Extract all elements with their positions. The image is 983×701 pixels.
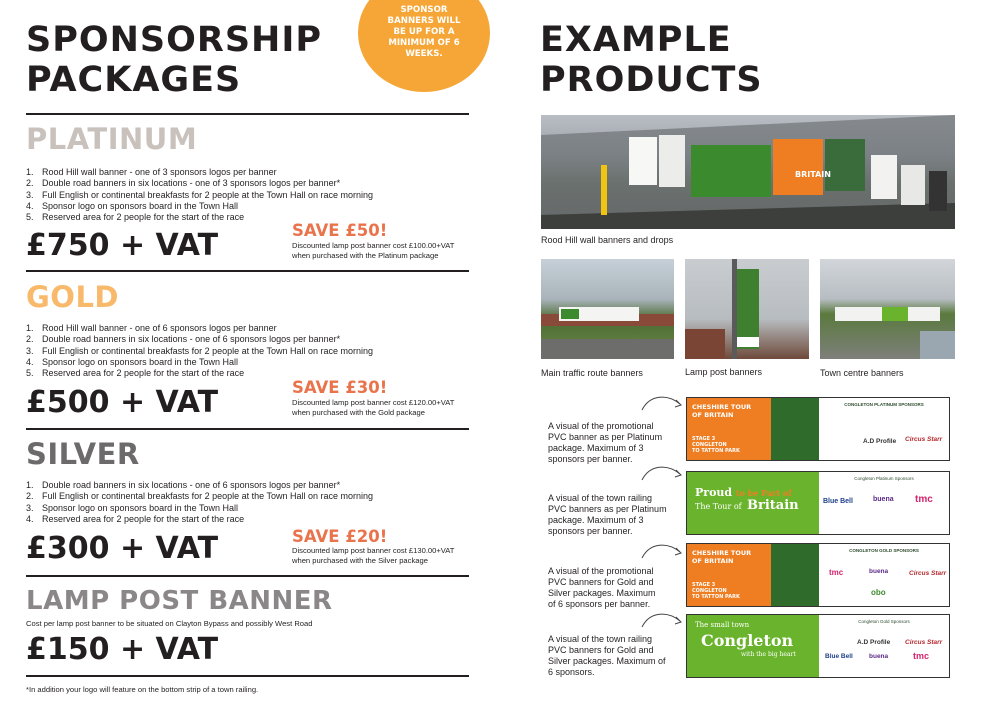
rood-hill-wall-photo xyxy=(541,115,955,229)
platinum-heading: PLATINUM xyxy=(26,122,198,156)
lamp-post-note: Cost per lamp post banner to be situated on Clayton Bypass and possibly West Road xyxy=(26,619,313,628)
silver-items xyxy=(26,480,466,525)
visual-2-description: A visual of the town railing PVC banners as per Platinum package. Maximum of 3 sponsors per banner. xyxy=(548,493,667,536)
lamp-post-banner-image xyxy=(685,259,809,359)
lamp-post-price: £150 + VAT xyxy=(26,632,219,667)
list-item: 1. Double road banners in six locations - one of 6 sponsors logos per banner* xyxy=(26,480,341,490)
footnote: *In addition your logo will feature on the bottom strip of a town railing. xyxy=(26,685,259,694)
page-title-line1: SPONSORSHIP xyxy=(26,20,322,60)
list-item: 1. Rood Hill wall banner - one of 6 sponsors logos per banner xyxy=(26,323,277,333)
caption-traffic: Main traffic route banners xyxy=(541,368,643,378)
list-item: 5. Reserved area for 2 people for the start of the race xyxy=(26,368,245,379)
list-item: 5. Reserved area for 2 people for the start of the race xyxy=(26,212,245,223)
gold-save: SAVE £30! xyxy=(292,378,388,397)
divider xyxy=(26,575,469,577)
lamp-post-photo xyxy=(685,259,809,359)
list-item: 4. Sponsor logo on sponsors board in the Town Hall xyxy=(26,200,238,211)
products-title-line2: PRODUCTS xyxy=(540,60,763,100)
platinum-items xyxy=(26,167,466,223)
curved-arrow-icon xyxy=(640,540,684,562)
silver-save-note: Discounted lamp post banner cost £130.00+VAT when purchased with the Silver package xyxy=(292,546,455,565)
list-item: 2. Double road banners in six locations - one of 6 sponsors logos per banner* xyxy=(26,334,341,345)
silver-save: SAVE £20! xyxy=(292,527,388,546)
list-item: 2. Full English or continental breakfasts for 2 people at the Town Hall on race morning xyxy=(26,491,374,502)
divider xyxy=(26,270,469,272)
banner-green-panel: Proud to be Part of The Tour of Britain xyxy=(687,472,819,534)
divider xyxy=(26,428,469,430)
caption-rood-hill: Rood Hill wall banners and drops xyxy=(541,235,674,245)
main-traffic-photo xyxy=(541,259,674,359)
gold-items xyxy=(26,323,466,379)
curved-arrow-icon xyxy=(640,462,684,484)
town-centre-banner-image xyxy=(820,259,955,359)
visual-3-description: A visual of the promotional PVC banners for Gold and Silver packages. Maximum of 6 sponsors per banner. xyxy=(548,566,656,609)
page-title-line2: PACKAGES xyxy=(26,60,242,100)
banner-orange-panel: CHESHIRE TOUR OF BRITAIN STAGE 3 CONGLETON TO TATTON PARK xyxy=(687,544,819,606)
list-item: 3. Sponsor logo on sponsors board in the Town Hall xyxy=(26,502,238,513)
wall-banners-image xyxy=(541,115,955,229)
gold-promo-banner xyxy=(686,543,950,607)
banner-green-panel: The small town Congleton with the big heart xyxy=(687,615,819,677)
list-item: 3. Full English or continental breakfasts for 2 people at the Town Hall on race morning xyxy=(26,345,374,356)
divider xyxy=(26,113,469,115)
circle-text: SPONSOR BANNERS WILL BE UP FOR A MINIMUM OF 6 WEEKS. xyxy=(387,5,461,59)
platinum-price: £750 + VAT xyxy=(26,228,219,263)
list-item: 4. Sponsor logo on sponsors board in the Town Hall xyxy=(26,356,238,367)
gold-save-note: Discounted lamp post banner cost £120.00+VAT when purchased with the Gold package xyxy=(292,398,455,417)
banner-sponsor-panel: CONGLETON GOLD SPONSORS tmc buena Circus Starr obo xyxy=(819,544,949,606)
divider xyxy=(26,675,469,677)
banner-sponsor-panel: Congleton Platinum Sponsors Blue Bell buena tmc xyxy=(819,472,949,534)
platinum-railing-banner xyxy=(686,471,950,535)
town-centre-photo xyxy=(820,259,955,359)
gold-railing-banner xyxy=(686,614,950,678)
wall-banner-text: BRITAIN xyxy=(795,170,831,179)
visual-4-description: A visual of the town railing PVC banners for Gold and Silver packages. Maximum of 6 sponsors. xyxy=(548,634,666,677)
list-item: 3. Full English or continental breakfasts for 2 people at the Town Hall on race morning xyxy=(26,189,374,200)
products-title-line1: EXAMPLE xyxy=(540,20,732,60)
silver-heading: SILVER xyxy=(26,437,140,471)
banner-sponsor-panel: CONGLETON PLATINUM SPONSORS A.D Profile Circus Starr xyxy=(819,398,949,460)
visual-1-description: A visual of the promotional PVC banner as per Platinum package. Maximum of 3 sponsors per banner. xyxy=(548,421,663,464)
banner-sponsor-panel: Congleton Gold Sponsors A.D Profile Circus Starr Blue Bell buena tmc xyxy=(819,615,949,677)
platinum-promo-banner xyxy=(686,397,950,461)
platinum-save: SAVE £50! xyxy=(292,221,388,240)
platinum-save-note: Discounted lamp post banner cost £100.00+VAT when purchased with the Platinum package xyxy=(292,241,455,260)
caption-lamp-post: Lamp post banners xyxy=(685,367,763,377)
list-item: 1. Rood Hill wall banner - one of 3 sponsors logos per banner xyxy=(26,167,277,177)
list-item: 2. Double road banners in six locations - one of 3 sponsors logos per banner* xyxy=(26,178,341,189)
curved-arrow-icon xyxy=(640,609,684,631)
list-item: 4. Reserved area for 2 people for the start of the race xyxy=(26,513,245,524)
silver-price: £300 + VAT xyxy=(26,531,219,566)
gold-price: £500 + VAT xyxy=(26,385,219,420)
lamp-post-heading: LAMP POST BANNER xyxy=(26,586,333,616)
gold-heading: GOLD xyxy=(26,280,120,314)
banner-orange-panel: CHESHIRE TOUR OF BRITAIN STAGE 3 CONGLETON TO TATTON PARK xyxy=(687,398,819,460)
traffic-banner-image xyxy=(541,259,674,359)
caption-town-centre: Town centre banners xyxy=(820,368,904,378)
curved-arrow-icon xyxy=(640,392,684,414)
